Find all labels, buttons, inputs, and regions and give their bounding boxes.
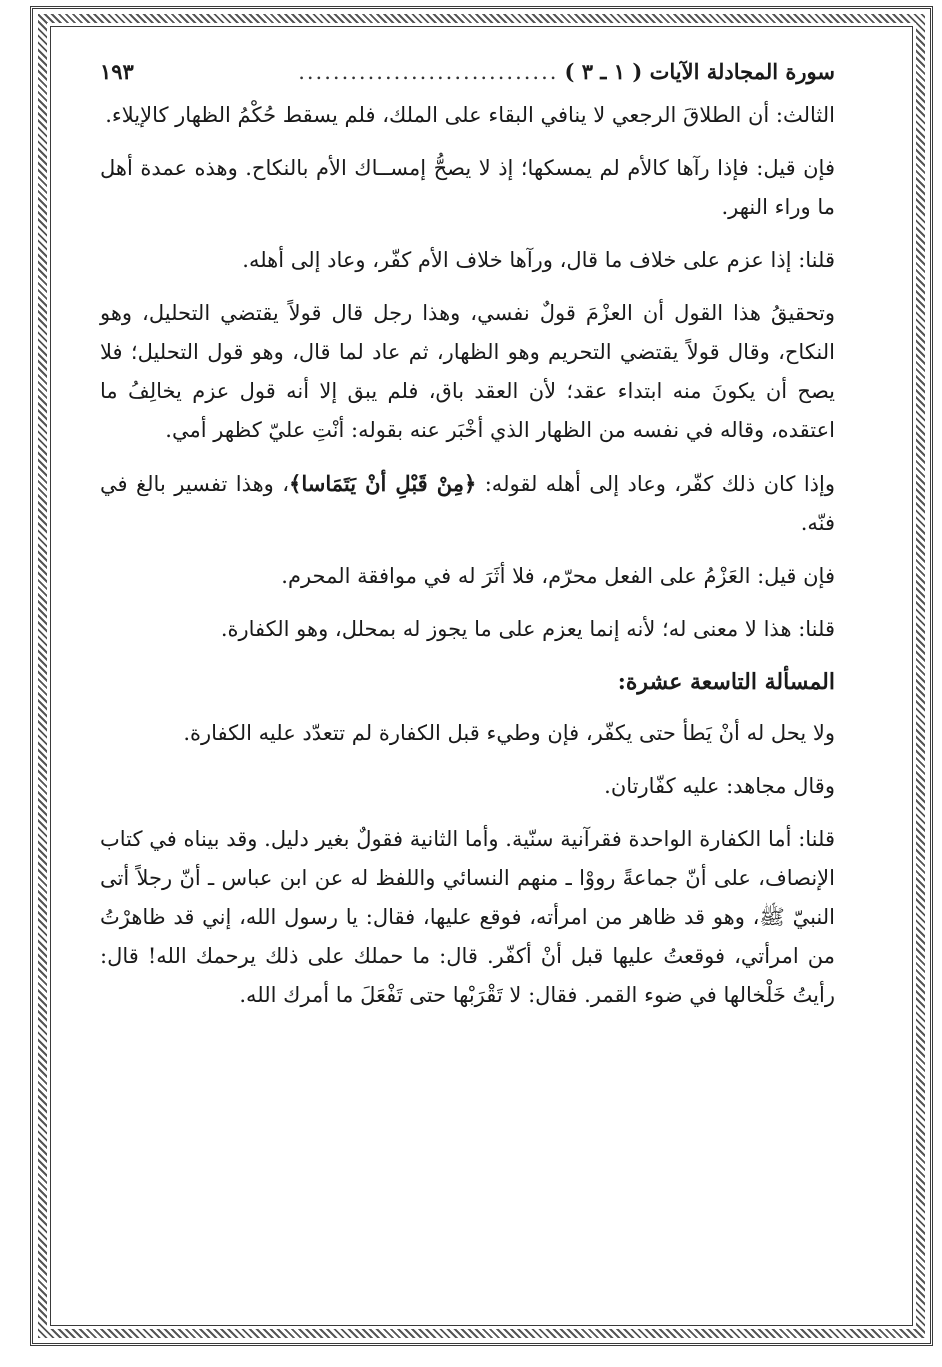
section-heading: المسألة التاسعة عشرة: (617, 669, 835, 695)
verse-trail-text: ، وهذا تفسير بالغ في فنّه. (100, 472, 835, 535)
quran-verse: ﴿مِنْ قَبْلِ أنْ يَتَمَاسا﴾ (289, 471, 477, 496)
paragraph-4: وتحقيقُ هذا القول أن العزْمَ قولٌ نفسي، وهذا رجل قال قولاً يقتضي التحليل، وهو النكاح، وقال قولاً يقتضي التحريم وهو الظهار، ثم عاد لما قال، وهو قول التحليل؛ فلا يصح أن يكونَ منه ابتداء عقد؛ لأن العقد باق، فلم يبق إلا أنه قول عزم يخالِفُ ما اعتقده، وقاله في نفسه من الظهار الذي أخْبَر عنه بقوله: أنْتِ عليّ كظهر أمي. (100, 301, 835, 442)
page-content (100, 52, 835, 1029)
paragraph-3: قلنا: إذا عزم على خلاف ما قال، ورآها خلاف الأم كفّر، وعاد إلى أهله. (242, 248, 835, 272)
paragraph-7: قلنا: هذا لا معنى له؛ لأنه إنما يعزم على ما يجوز له بمحلل، وهو الكفارة. (220, 617, 835, 641)
running-header (100, 52, 835, 96)
paragraph-verse (100, 464, 835, 543)
paragraph-10: قلنا: أما الكفارة الواحدة فقرآنية سنّية. وأما الثانية فقولٌ بغير دليل. وقد بيناه في كتاب الإنصاف، على أنّ جماعةً رووْا ـ منهم النسائي واللفظ له عن ابن عباس ـ أنّ رجلاً أتى النبيّ ﷺ، وهو قد ظاهر من امرأته، فوقع عليها، فقال: يا رسول الله، إني قد ظاهرْتُ من امرأتي، فوقعتُ عليها قبل أنْ أكفّر. قال: ما حملك على ذلك يرحمك الله! قال: رأيتُ خَلْخالها في ضوء القمر. فقال: لا تَقْرَبْها حتى تَفْعَلَ ما أمرك الله. (100, 827, 835, 1007)
paragraph-9: وقال مجاهد: عليه كفّارتان. (604, 774, 835, 798)
paragraph-8: ولا يحل له أنْ يَطأ حتى يكفّر، فإن وطيء قبل الكفارة لم تتعدّد عليه الكفارة. (183, 721, 835, 745)
paragraph-6: فإن قيل: العَزْمُ على الفعل محرّم، فلا أثَرَ له في موافقة المحرم. (281, 564, 835, 588)
paragraph-1: الثالث: أن الطلاقَ الرجعي لا ينافي البقاء على الملك، فلم يسقط حُكْمُ الظهار كالإيلاء. (105, 103, 835, 127)
page-number: ١٩٣ (100, 59, 134, 84)
paragraph-2: فإن قيل: فإذا رآها كالأم لم يمسكها؛ إذ لا يصحُّ إمســاك الأم بالنكاح. وهذه عمدة أهل ما وراء النهر. (100, 156, 835, 219)
header-title: سورة المجادلة الآيات ( ١ ـ ٣ ) (564, 59, 835, 84)
header-dot-leader: .............................. (298, 60, 559, 84)
verse-lead-text: وإذا كان ذلك كفّر، وعاد إلى أهله لقوله: (476, 472, 835, 496)
